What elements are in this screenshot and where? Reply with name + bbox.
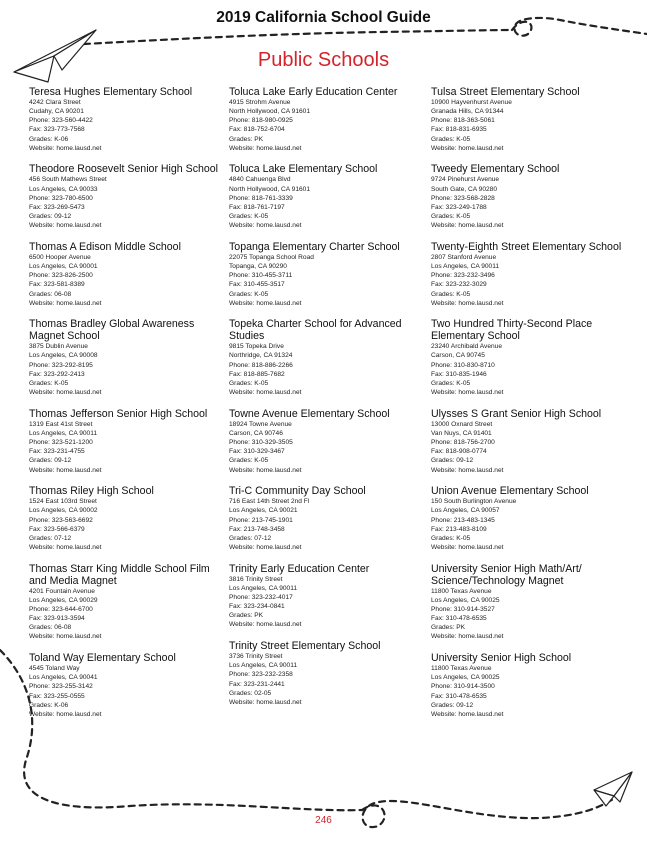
school-address: 23240 Archibald Avenue (431, 343, 503, 351)
school-website: Website: home.lausd.net (229, 466, 302, 474)
school-name: Theodore Roosevelt Senior High School (29, 163, 219, 176)
school-website: Website: home.lausd.net (29, 144, 102, 152)
school-listing (29, 485, 225, 552)
paper-plane-icon-bottom (594, 772, 632, 806)
guide-title: 2019 California School Guide (216, 9, 431, 26)
school-phone: Phone: 310-329-3505 (229, 439, 293, 447)
school-name: University Senior High Math/Art/ Science/Technology Magnet (431, 562, 582, 587)
school-listing (29, 241, 225, 308)
school-listing (229, 485, 425, 552)
school-fax: Fax: 323-255-0555 (29, 692, 85, 700)
school-name: Teresa Hughes Elementary School (29, 86, 193, 98)
school-city: Los Angeles, CA 90029 (29, 596, 98, 604)
school-fax: Fax: 213-748-3458 (229, 525, 285, 533)
school-phone: Phone: 323-232-3496 (431, 272, 495, 280)
school-website: Website: home.lausd.net (229, 299, 302, 307)
school-name: Topeka Charter School for Advanced Studies (229, 318, 402, 343)
school-address: 3736 Trinity Street (229, 653, 283, 661)
school-website: Website: home.lausd.net (29, 389, 102, 397)
school-name: Toluca Lake Early Education Center (229, 86, 398, 98)
school-address: 716 East 14th Street 2nd Fl (229, 498, 310, 506)
school-city: Cudahy, CA 90201 (29, 108, 84, 116)
school-fax: Fax: 323-269-5473 (29, 203, 85, 211)
school-website: Website: home.lausd.net (431, 633, 504, 641)
school-address: 6500 Hooper Avenue (29, 253, 91, 261)
page-number: 246 (315, 815, 332, 826)
school-grades: Grades: 07-12 (29, 534, 72, 542)
school-website: Website: home.lausd.net (431, 299, 504, 307)
school-listing (229, 86, 425, 153)
school-website: Website: home.lausd.net (431, 222, 504, 230)
school-listing (431, 318, 627, 397)
school-name: Trinity Early Education Center (229, 562, 370, 575)
school-website: Website: home.lausd.net (29, 222, 102, 230)
school-name: Thomas Bradley Global Awareness Magnet School (29, 318, 195, 343)
school-fax: Fax: 323-231-2441 (229, 680, 285, 688)
school-website: Website: home.lausd.net (29, 633, 102, 641)
school-city: Los Angeles, CA 90021 (229, 507, 298, 515)
school-grades: Grades: PK (229, 135, 264, 143)
school-grades: Grades: K-05 (431, 379, 471, 387)
school-listing (431, 652, 627, 719)
school-column-1 (29, 86, 225, 730)
school-listing (431, 408, 627, 475)
school-phone: Phone: 323-644-6700 (29, 605, 93, 613)
school-listing (229, 563, 425, 630)
school-city: Los Angeles, CA 90002 (29, 507, 98, 515)
school-city: Los Angeles, CA 90041 (29, 674, 98, 682)
school-fax: Fax: 818-885-7682 (229, 370, 285, 378)
school-grades: Grades: K-05 (229, 213, 269, 221)
school-grades: Grades: PK (229, 612, 264, 620)
school-address: 9815 Topeka Drive (229, 343, 284, 351)
school-address: 9724 Pinehurst Avenue (431, 176, 500, 184)
school-address: 4201 Fountain Avenue (29, 587, 95, 595)
school-city: Van Nuys, CA 91401 (431, 429, 492, 437)
school-listing (29, 318, 225, 397)
school-name: Toluca Lake Elementary School (229, 163, 378, 176)
school-website: Website: home.lausd.net (431, 466, 504, 474)
school-address: 4915 Strohm Avenue (229, 99, 291, 106)
school-name: Twenty-Eighth Street Elementary School (431, 240, 622, 253)
school-city: Los Angeles, CA 90057 (431, 507, 500, 515)
school-fax: Fax: 310-478-6535 (431, 615, 487, 623)
school-city: North Hollywood, CA 91601 (229, 185, 311, 193)
school-listing (229, 408, 425, 475)
school-grades: Grades: K-05 (229, 457, 269, 465)
school-website: Website: home.lausd.net (431, 144, 504, 152)
school-name: Topanga Elementary Charter School (229, 240, 400, 253)
school-phone: Phone: 818-363-5061 (431, 117, 495, 125)
school-grades: Grades: 02-05 (229, 689, 272, 697)
school-phone: Phone: 323-232-2358 (229, 671, 293, 679)
school-name: Trinity Street Elementary School (229, 640, 381, 653)
school-website: Website: home.lausd.net (431, 543, 504, 551)
school-fax: Fax: 818-752-6704 (229, 126, 285, 134)
school-fax: Fax: 323-232-3029 (431, 281, 487, 289)
school-website: Website: home.lausd.net (229, 144, 302, 152)
school-phone: Phone: 818-756-2700 (431, 439, 495, 447)
school-grades: Grades: K-05 (431, 290, 471, 298)
school-grades: Grades: K-05 (229, 379, 269, 387)
school-phone: Phone: 310-914-3500 (431, 683, 495, 691)
school-phone: Phone: 213-745-1901 (229, 516, 293, 524)
school-address: 13000 Oxnard Street (431, 420, 493, 428)
school-grades: Grades: K-05 (431, 213, 471, 221)
school-city: Los Angeles, CA 90011 (431, 263, 500, 271)
school-website: Website: home.lausd.net (229, 621, 302, 629)
school-address: 1524 East 103rd Street (29, 498, 97, 506)
school-listing (29, 163, 225, 230)
school-name: Two Hundred Thirty-Second Place Elementary School (431, 318, 593, 343)
school-listing (229, 318, 425, 397)
school-listing (431, 163, 627, 230)
school-phone: Phone: 323-232-4017 (229, 593, 293, 601)
school-fax: Fax: 323-566-6379 (29, 525, 85, 533)
school-name: Thomas Riley High School (29, 485, 154, 498)
school-grades: Grades: K-05 (431, 534, 471, 542)
school-city: Northridge, CA 91324 (229, 352, 293, 360)
school-name: Tweedy Elementary School (431, 163, 560, 176)
school-address: 22075 Topanga School Road (229, 253, 314, 261)
school-column-2 (229, 86, 425, 718)
school-city: Granada Hills, CA 91344 (431, 108, 504, 116)
school-phone: Phone: 323-292-8195 (29, 361, 93, 369)
school-grades: Grades: K-06 (29, 701, 69, 709)
school-city: Los Angeles, CA 90001 (29, 263, 98, 271)
school-phone: Phone: 818-886-2266 (229, 361, 293, 369)
school-grades: Grades: 09-12 (29, 457, 72, 465)
school-grades: Grades: K-06 (29, 135, 69, 143)
school-address: 2807 Stanford Avenue (431, 253, 497, 261)
school-fax: Fax: 818-831-6935 (431, 126, 487, 134)
school-website: Website: home.lausd.net (229, 389, 302, 397)
school-fax: Fax: 310-455-3517 (229, 281, 285, 289)
school-phone: Phone: 310-914-3527 (431, 605, 495, 613)
school-name: Thomas A Edison Middle School (29, 240, 181, 253)
school-address: 11800 Texas Avenue (431, 587, 492, 595)
school-listing (229, 241, 425, 308)
school-listing (431, 241, 627, 308)
school-phone: Phone: 323-780-6500 (29, 194, 93, 202)
school-grades: Grades: 06-08 (29, 290, 72, 298)
school-name: Towne Avenue Elementary School (229, 407, 390, 420)
school-city: South Gate, CA 90280 (431, 185, 497, 193)
school-name: Thomas Jefferson Senior High School (29, 407, 208, 420)
school-address: 4545 Toland Way (29, 665, 80, 673)
school-grades: Grades: 07-12 (229, 534, 272, 542)
school-fax: Fax: 323-292-2413 (29, 370, 85, 378)
school-fax: Fax: 323-773-7568 (29, 126, 85, 134)
school-website: Website: home.lausd.net (29, 710, 102, 718)
school-grades: Grades: K-05 (431, 135, 471, 143)
school-address: 1319 East 41st Street (29, 420, 93, 428)
school-listing (431, 485, 627, 552)
school-fax: Fax: 323-913-3594 (29, 615, 85, 623)
school-website: Website: home.lausd.net (229, 222, 302, 230)
school-listing (29, 652, 225, 719)
school-website: Website: home.lausd.net (431, 710, 504, 718)
school-column-3 (431, 86, 627, 730)
school-city: Los Angeles, CA 90011 (229, 662, 298, 670)
school-grades: Grades: K-05 (229, 290, 269, 298)
school-address: 18924 Towne Avenue (229, 420, 292, 428)
school-fax: Fax: 818-908-0774 (431, 448, 487, 456)
school-phone: Phone: 323-255-3142 (29, 683, 93, 691)
school-city: Los Angeles, CA 90025 (431, 596, 500, 604)
school-listing (29, 408, 225, 475)
school-address: 10900 Hayvenhurst Avenue (431, 99, 512, 106)
school-city: Carson, CA 90745 (431, 352, 485, 360)
school-city: North Hollywood, CA 91601 (229, 108, 311, 116)
school-name: Tri-C Community Day School (229, 485, 366, 498)
school-website: Website: home.lausd.net (29, 466, 102, 474)
section-title: Public Schools (257, 49, 390, 71)
school-listing (29, 563, 225, 642)
school-fax: Fax: 323-231-4755 (29, 448, 85, 456)
school-listing (229, 640, 425, 707)
school-fax: Fax: 323-581-8389 (29, 281, 85, 289)
school-website: Website: home.lausd.net (29, 299, 102, 307)
school-address: 4242 Clara Street (29, 99, 81, 106)
school-name: Ulysses S Grant Senior High School (431, 407, 602, 420)
school-fax: Fax: 323-249-1788 (431, 203, 487, 211)
school-phone: Phone: 323-568-2828 (431, 194, 495, 202)
school-city: Los Angeles, CA 90033 (29, 185, 98, 193)
school-listing (229, 163, 425, 230)
school-grades: Grades: 09-12 (431, 457, 474, 465)
school-city: Carson, CA 90746 (229, 429, 283, 437)
school-fax: Fax: 213-483-8109 (431, 525, 487, 533)
school-grades: Grades: PK (431, 624, 466, 632)
school-address: 150 South Burlington Avenue (431, 498, 517, 506)
school-fax: Fax: 310-329-3467 (229, 448, 285, 456)
school-phone: Phone: 323-563-6692 (29, 516, 93, 524)
school-address: 3875 Dublin Avenue (29, 343, 88, 351)
school-city: Los Angeles, CA 90011 (29, 429, 98, 437)
school-name: University Senior High School (431, 652, 572, 665)
school-grades: Grades: 06-08 (29, 624, 72, 632)
school-phone: Phone: 323-560-4422 (29, 117, 93, 125)
school-city: Los Angeles, CA 90025 (431, 674, 500, 682)
school-phone: Phone: 213-483-1345 (431, 516, 495, 524)
school-phone: Phone: 818-980-0925 (229, 117, 293, 125)
school-grades: Grades: 09-12 (29, 213, 72, 221)
school-city: Topanga, CA 90290 (229, 263, 287, 271)
school-phone: Phone: 310-455-3711 (229, 272, 293, 280)
school-address: 11800 Texas Avenue (431, 665, 492, 673)
school-listing (431, 86, 627, 153)
school-website: Website: home.lausd.net (229, 543, 302, 551)
school-listing (29, 86, 225, 153)
school-name: Union Avenue Elementary School (431, 485, 589, 498)
school-fax: Fax: 818-761-7197 (229, 203, 285, 211)
school-grades: Grades: 09-12 (431, 701, 474, 709)
school-address: 3816 Trinity Street (229, 575, 283, 583)
school-listing (431, 563, 627, 642)
school-fax: Fax: 310-835-1946 (431, 370, 487, 378)
school-name: Toland Way Elementary School (29, 652, 176, 665)
school-website: Website: home.lausd.net (229, 698, 302, 706)
school-address: 456 South Mathews Street (29, 176, 107, 184)
school-city: Los Angeles, CA 90008 (29, 352, 98, 360)
school-fax: Fax: 310-478-6535 (431, 692, 487, 700)
school-phone: Phone: 323-826-2500 (29, 272, 93, 280)
school-grades: Grades: K-05 (29, 379, 69, 387)
school-name: Thomas Starr King Middle School Film and Media Magnet (29, 562, 210, 587)
school-phone: Phone: 818-761-3339 (229, 194, 293, 202)
school-address: 4840 Cahuenga Blvd (229, 176, 291, 184)
school-city: Los Angeles, CA 90011 (229, 584, 298, 592)
school-fax: Fax: 323-234-0841 (229, 603, 285, 611)
school-website: Website: home.lausd.net (431, 389, 504, 397)
school-website: Website: home.lausd.net (29, 543, 102, 551)
school-name: Tulsa Street Elementary School (431, 86, 580, 98)
dashed-flight-path-top (84, 30, 512, 44)
school-phone: Phone: 323-521-1200 (29, 439, 93, 447)
school-phone: Phone: 310-830-8710 (431, 361, 495, 369)
